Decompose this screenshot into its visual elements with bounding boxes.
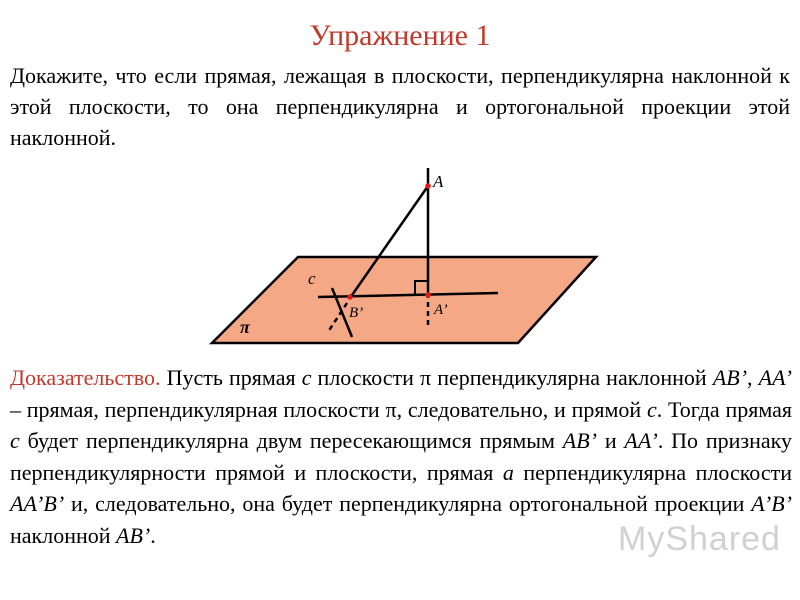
proof-segment: – прямая, перпендикулярная плоскости <box>10 396 386 422</box>
proof-segment: . <box>150 522 156 548</box>
proof-segment: Пусть прямая <box>160 365 302 390</box>
proof-segment: плоскости <box>311 365 420 390</box>
proof-segment: и, следовательно, она будет перпендикулярна ортогональной проекции <box>64 491 752 516</box>
proof-segment: и <box>597 428 625 453</box>
proof-segment: , следовательно, и прямой <box>396 396 647 422</box>
var-aa-prime: AA’ <box>624 428 658 453</box>
point-b-prime <box>347 294 353 300</box>
proof-segment: , <box>747 365 759 390</box>
proof-segment: будет перпендикулярна двум пересекающимся прямым <box>19 428 563 453</box>
var-c: c <box>301 365 312 390</box>
proof-segment: наклонной <box>10 522 117 548</box>
label-pi: π <box>240 317 250 337</box>
label-b-prime: B’ <box>349 305 364 321</box>
proof-segment: . Тогда прямая <box>656 396 792 422</box>
proof-label: Доказательство. <box>10 365 161 390</box>
label-a: A <box>433 172 444 191</box>
var-ab-prime: AB’ <box>562 428 597 453</box>
var-c: c <box>646 396 657 422</box>
point-a <box>425 183 431 189</box>
page-title: Упражнение 1 <box>309 19 491 52</box>
proof-segment: перпендикулярна наклонной <box>431 365 713 390</box>
var-ab-prime: AB’ <box>116 522 151 548</box>
exercise-statement: Докажите, что если прямая, лежащая в плоскости, перпендикулярна наклонной к этой плоскости, то она перпендикулярна и ортогональной проекции этой наклонной. <box>10 63 790 150</box>
watermark: MyShared <box>618 520 781 558</box>
plane-pi <box>212 257 596 343</box>
var-pi: π <box>385 396 397 422</box>
label-a-prime: A’ <box>434 302 448 318</box>
var-pi: π <box>420 365 432 390</box>
proof-segment: перпендикулярна плоскости <box>513 459 793 485</box>
var-c: c <box>10 428 20 453</box>
geometry-figure <box>200 160 620 350</box>
proof-segment: . По признаку перпендикулярности прямой и плоскости, прямая <box>10 428 792 485</box>
point-a-prime <box>425 292 431 298</box>
var-ab-projection: A’B’ <box>751 491 792 516</box>
var-aab-prime: AA’B’ <box>10 491 65 516</box>
label-c: c <box>308 269 316 288</box>
var-a: a <box>502 459 514 485</box>
var-aa-prime: AA’ <box>758 365 793 390</box>
var-ab-prime: AB’ <box>712 365 748 390</box>
